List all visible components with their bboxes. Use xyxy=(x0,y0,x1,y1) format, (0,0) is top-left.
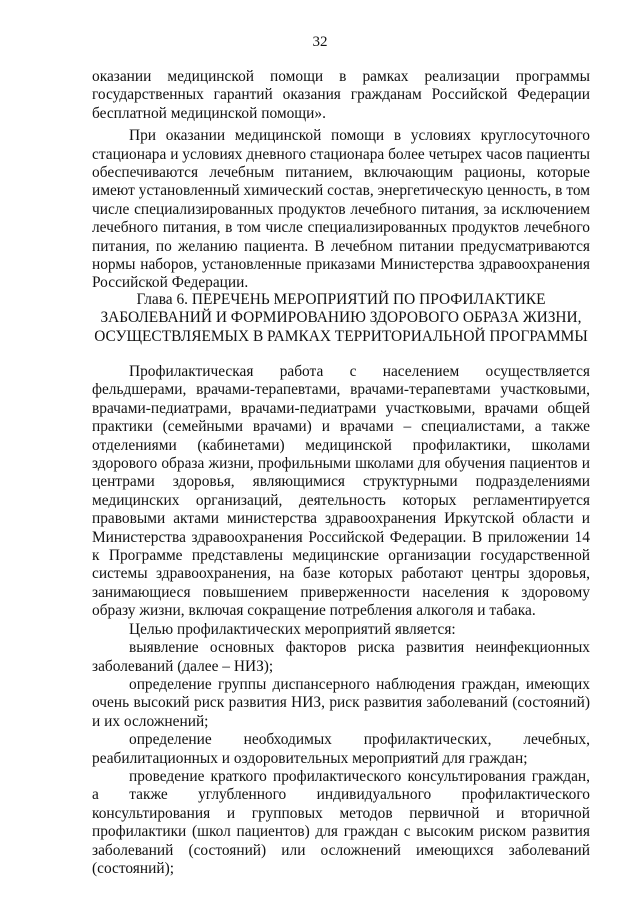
chapter-body xyxy=(92,363,590,878)
paragraph-goal-intro: Целью профилактических мероприятий является: xyxy=(129,620,456,638)
page-number: 32 xyxy=(312,34,328,50)
paragraph-prevention-work: Профилактическая работа с населением осуществляется фельдшерами, врачами-терапевтами, врачами-терапевтами участковыми, врачами-педиатрами, врачами-педиатрами участковыми, врачами общей практики (семейными врачами) и врачами – специалистами, а также отделениями (кабинетами) медицинской профилактики, школами здорового образа жизни, профильными школами для обучения пациентов и центрами здоровья, являющимися структурными подразделениями медицинских организаций, деятельность которых регламентируется правовыми актами министерства здравоохранения Иркутской области и Министерства здравоохранения Российской Федерации. В приложении 14 к Программе представлены медицинские организации государственной системы здравоохранения, на базе которых работают центры здоровья, занимающиеся повышением приверженности населения к здоровому образу жизни, включая сокращение потребления алкоголя и табака. xyxy=(92,363,590,620)
chapter-heading xyxy=(92,291,590,346)
list-item-necessary-measures: определение необходимых профилактических, лечебных, реабилитационных и оздоровительных мероприятий для граждан; xyxy=(92,731,590,767)
paragraph-nutrition: При оказании медицинской помощи в условиях круглосуточного стационара и условиях дневного стационара более четырех часов пациенты обеспечиваются лечебным питанием, включающим рационы, которые имеют установленный химический состав, энергетическую ценность, в том числе специализированных продуктов лечебного питания, за исключением лечебного питания, в том числе специализированных продуктов лечебного питания, по желанию пациента. В лечебном питании предусматриваются нормы наборов, установленные приказами Министерства здравоохранения Российской Федерации. xyxy=(92,127,590,292)
paragraph-continuation: оказании медицинской помощи в рамках реализации программы государственных гарантий оказания гражданам Российской Федерации бесплатной медицинской помощи». xyxy=(92,68,590,122)
list-item-consulting: проведение краткого профилактического консультирования граждан, а также углубленного индивидуального профилактического консультирования и групповых методов первичной и вторичной профилактики (школ пациентов) для граждан с высоким риском развития заболеваний (состояний) или осложнений имеющихся заболеваний (состояний); xyxy=(92,767,590,877)
chapter-heading-line-2: ЗАБОЛЕВАНИЙ И ФОРМИРОВАНИЮ ЗДОРОВОГО ОБРАЗА ЖИЗНИ, xyxy=(100,309,582,327)
chapter-heading-line-1: Глава 6. ПЕРЕЧЕНЬ МЕРОПРИЯТИЙ ПО ПРОФИЛАКТИКЕ xyxy=(136,291,546,308)
list-item-dispensary-group: определение группы диспансерного наблюдения граждан, имеющих очень высокий риск развития НИЗ, риск развития заболеваний (состояний) и их осложнений; xyxy=(92,675,590,730)
list-item-risk-factors: выявление основных факторов риска развития неинфекционных заболеваний (далее – НИЗ); xyxy=(92,639,590,675)
chapter-heading-line-3: ОСУЩЕСТВЛЯЕМЫХ В РАМКАХ ТЕРРИТОРИАЛЬНОЙ ПРОГРАММЫ xyxy=(94,327,588,345)
intro-section xyxy=(92,68,590,293)
